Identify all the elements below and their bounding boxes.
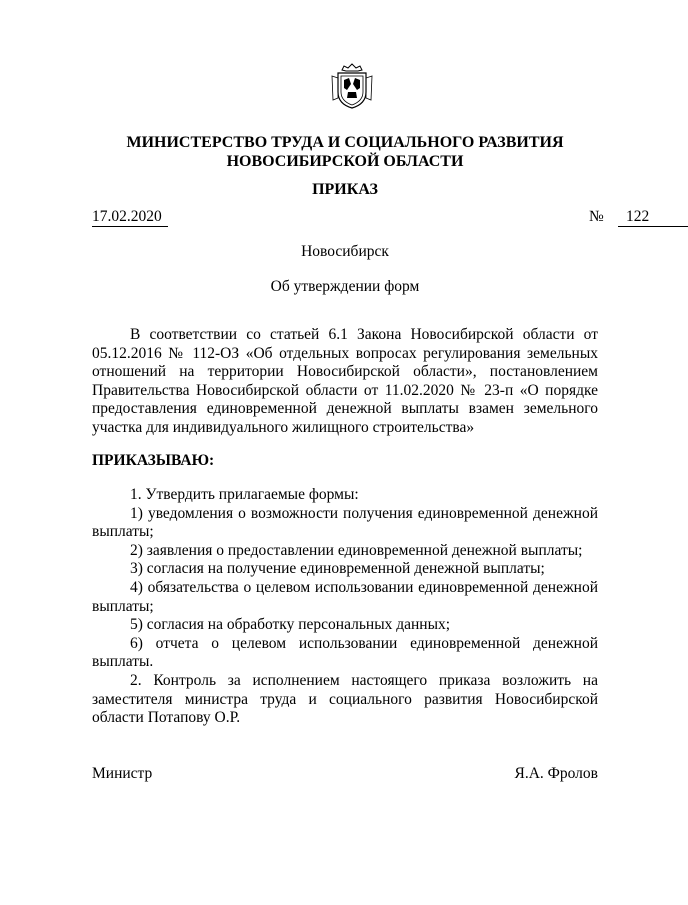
order-item: 4) обязательства о целевом использовании единовременной денежной выплаты; bbox=[92, 578, 598, 615]
order-item: 2) заявления о предоставлении единовременной денежной выплаты; bbox=[130, 541, 583, 559]
order-items bbox=[92, 486, 598, 728]
coat-of-arms-icon bbox=[330, 62, 374, 110]
order-item: 3) согласия на получение единовременной денежной выплаты; bbox=[130, 560, 545, 578]
order-date: 17.02.2020 bbox=[92, 208, 168, 227]
number-sign: № bbox=[589, 208, 604, 225]
command-heading: ПРИКАЗЫВАЮ: bbox=[92, 452, 215, 469]
order-item: 5) согласия на обработку персональных данных; bbox=[130, 616, 451, 634]
order-item: 1. Утвердить прилагаемые формы: bbox=[130, 486, 359, 503]
order-number: 122 bbox=[618, 208, 688, 227]
order-item: 2. Контроль за исполнением настоящего приказа возложить на заместителя министра труда и социального развития Новосибирской области Потапову О.Р. bbox=[92, 671, 598, 727]
order-item: 6) отчета о целевом использовании единовременной денежной выплаты. bbox=[92, 634, 598, 671]
order-subject: Об утверждении форм bbox=[270, 278, 420, 295]
date-number-row bbox=[92, 208, 650, 228]
signatory-position: Министр bbox=[92, 765, 153, 782]
signatory-name: Я.А. Фролов bbox=[514, 765, 598, 782]
order-item: 1) уведомления о возможности получения единовременной денежной выплаты; bbox=[92, 504, 598, 541]
city: Новосибирск bbox=[301, 243, 389, 260]
ministry-title-line1: МИНИСТЕРСТВО ТРУДА И СОЦИАЛЬНОГО РАЗВИТИЯ bbox=[126, 134, 564, 151]
ministry-title-line2: НОВОСИБИРСКОЙ ОБЛАСТИ bbox=[226, 153, 464, 170]
doc-type-title: ПРИКАЗ bbox=[312, 181, 378, 198]
preamble-paragraph: В соответствии со статьей 6.1 Закона Новосибирской области от 05.12.2016 № 112-ОЗ «Об отдельных вопросах регулирования земельных отношений на территории Новосибирской области», постановлением Правительства Новосибирской области от 11.02.2020 № 23-п «О порядке предоставления единовременной денежной выплаты взамен земельного участка для индивидуального жилищного строительства» bbox=[92, 326, 598, 436]
